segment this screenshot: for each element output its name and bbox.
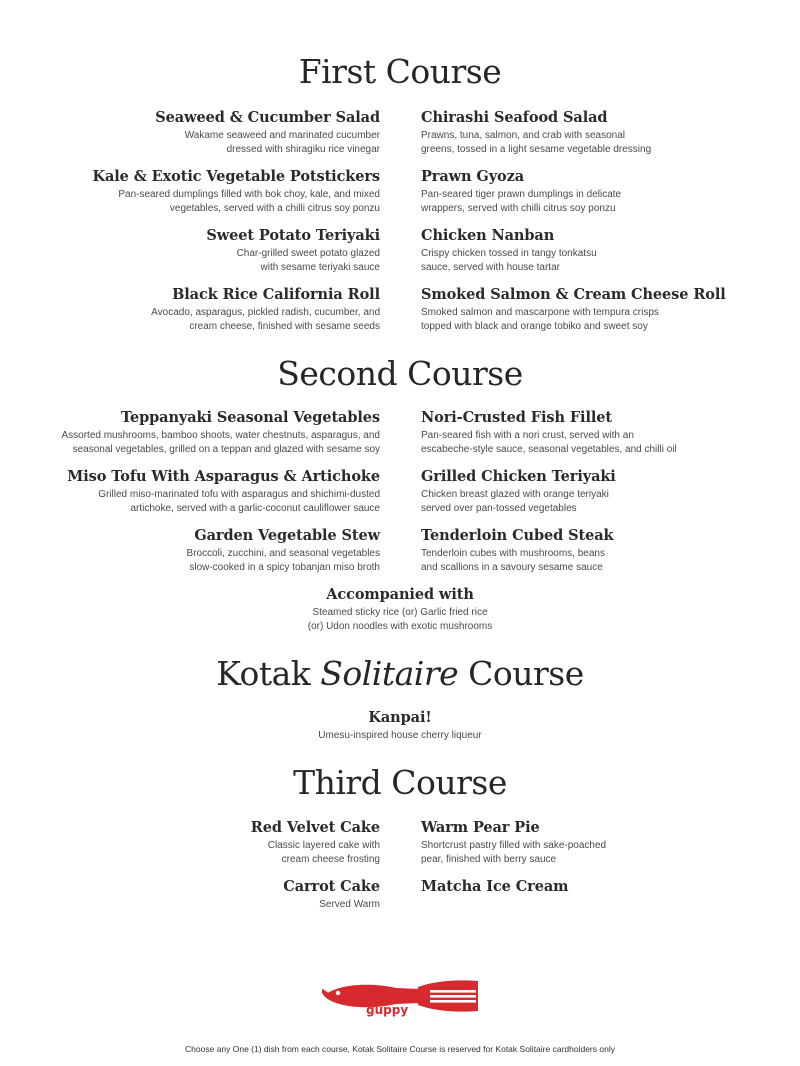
menu-item [0,226,380,275]
dish-description: Pan-seared fish with a nori crust, served with an escabeche-style sauce, seasonal vegetables, and chilli oil [421,430,677,455]
dish-name: Sweet Potato Teriyaki [206,227,380,244]
dish-description: Pan-seared tiger prawn dumplings in delicate wrappers, served with chilli citrus soy ponzu [421,189,622,214]
dish-description: Smoked salmon and mascarpone with tempura crisps topped with black and orange tobiko and sweet soy [421,307,659,332]
dish-name: Teppanyaki Seasonal Vegetables [120,409,380,426]
third-course-heading: Third Course [293,763,507,802]
menu-item [0,285,380,334]
logo-wordmark: guppy [366,1003,409,1017]
menu-item [421,285,791,334]
dish-description: Crispy chicken tossed in tangy tonkatsu sauce, served with house tartar [421,248,597,273]
dish-name: Chicken Nanban [421,227,555,244]
accompaniment [0,585,800,634]
dish-name: Seaweed & Cucumber Salad [155,109,380,126]
dish-description: Assorted mushrooms, bamboo shoots, water chestnuts, asparagus, and seasonal vegetables, grilled on a teppan and glazed with sesame soy [61,430,380,455]
dish-description: Broccoli, zucchini, and seasonal vegetables slow-cooked in a spicy tobanjan miso broth [186,548,380,573]
menu-item [421,167,791,216]
dish-name: Black Rice California Roll [172,286,380,303]
dish-name: Miso Tofu With Asparagus & Artichoke [67,468,380,485]
accompaniment-title: Accompanied with [326,586,474,603]
menu-item [0,818,380,867]
dish-name: Red Velvet Cake [250,819,380,836]
dish-name: Grilled Chicken Teriyaki [421,468,616,485]
dish-description: Wakame seaweed and marinated cucumber dressed with shiragiku rice vinegar [184,130,380,155]
accompaniment-description: Steamed sticky rice (or) Garlic fried rice (or) Udon noodles with exotic mushrooms [307,607,493,632]
dish-description: Prawns, tuna, salmon, and crab with seasonal greens, tossed in a light sesame vegetable dressing [421,130,652,155]
dish-description: Shortcrust pastry filled with sake-poached pear, finished with berry sauce [421,840,607,865]
heading-text: Kotak [216,654,321,693]
dish-name: Garden Vegetable Stew [194,527,380,544]
menu-item [0,877,380,912]
dish-name: Tenderloin Cubed Steak [421,527,614,544]
menu-item [421,226,791,275]
dish-description: Served Warm [319,899,380,910]
menu-item [0,467,380,516]
dish-name: Kale & Exotic Vegetable Potstickers [92,168,380,185]
dish-description: Umesu-inspired house cherry liqueur [318,730,482,741]
dish-name: Warm Pear Pie [421,819,540,836]
menu-item [0,408,380,457]
second-course-heading: Second Course [277,354,523,393]
dish-description: Grilled miso-marinated tofu with asparagus and shichimi-dusted artichoke, served with a garlic-coconut cauliflower sauce [98,489,380,514]
dish-description: Avocado, asparagus, pickled radish, cucumber, and cream cheese, finished with sesame seeds [151,307,380,332]
first-course-heading: First Course [298,52,502,91]
menu-item [0,167,380,216]
dish-description: Tenderloin cubes with mushrooms, beans and scallions in a savoury sesame sauce [421,548,605,573]
menu-item [421,526,791,575]
menu-item [421,108,791,157]
menu-item [421,467,791,516]
menu-item [0,526,380,575]
dish-description: Pan-seared dumplings filled with bok choy, kale, and mixed vegetables, served with a chilli citrus soy ponzu [118,189,380,214]
footer-note: Choose any One (1) dish from each course, Kotak Solitaire Course is reserved for Kotak Solitaire cardholders only [185,1044,615,1054]
dish-description: Char-grilled sweet potato glazed with sesame teriyaki sauce [236,248,380,273]
menu-item [421,877,791,896]
solitaire-course-heading [0,654,800,693]
menu-item [421,818,791,867]
dish-name: Kanpai! [368,709,432,726]
dish-name: Carrot Cake [283,878,380,895]
heading-italic-text: Solitaire [320,654,459,693]
dish-name: Nori-Crusted Fish Fillet [421,409,612,426]
menu-item [421,408,791,457]
heading-text: Course [458,654,584,693]
fish-fork-logo [322,976,480,1018]
dish-name: Prawn Gyoza [421,168,525,185]
menu-item [0,708,800,743]
menu-item [0,108,380,157]
dish-name: Chirashi Seafood Salad [421,109,608,126]
dish-description: Chicken breast glazed with orange teriyaki served over pan-tossed vegetables [421,489,609,514]
dish-description: Classic layered cake with cream cheese frosting [267,840,380,865]
dish-name: Matcha Ice Cream [421,878,569,895]
dish-name: Smoked Salmon & Cream Cheese Roll [421,286,726,303]
